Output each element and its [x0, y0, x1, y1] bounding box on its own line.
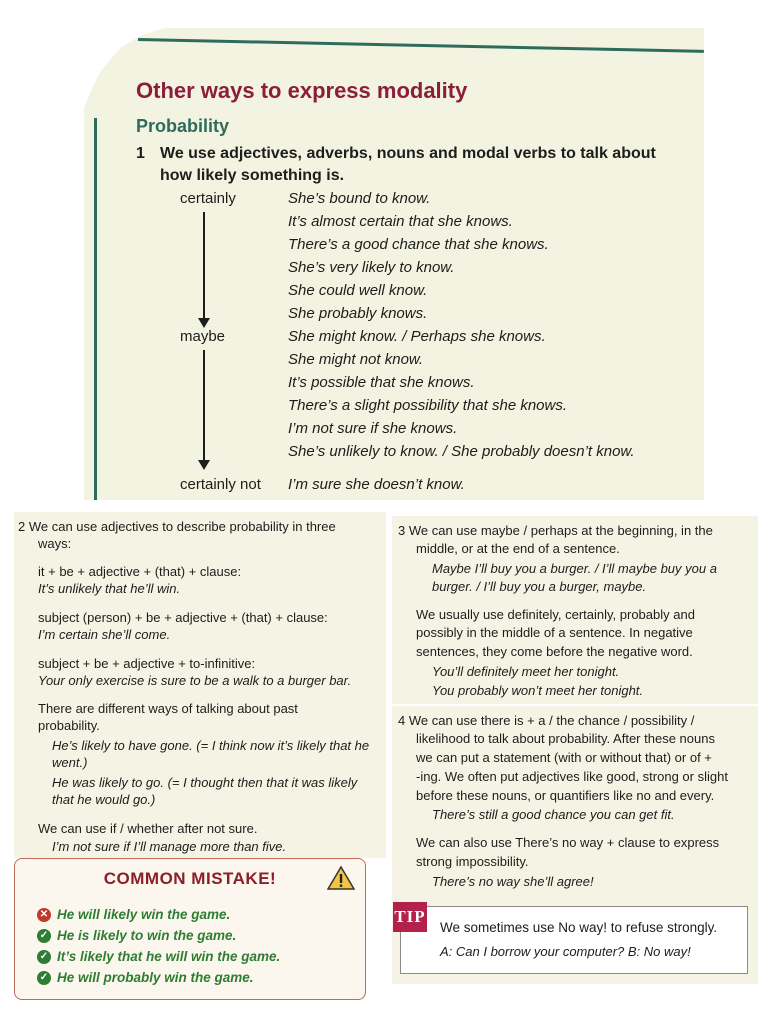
pattern-line: subject (person) + be + adjective + (that) + clause: — [38, 610, 328, 625]
arrow-down-icon — [198, 460, 210, 470]
scale-label-certainly-not: certainly not — [180, 476, 261, 493]
mistake-right-row — [37, 970, 254, 985]
sec4-text: likelihood to talk about probability. After these nouns — [416, 731, 715, 746]
past-example: that he would go.) — [52, 792, 156, 807]
tip-text: We sometimes use No way! to refuse strongly. — [440, 920, 718, 935]
example-sentence: She’s bound to know. — [288, 190, 431, 207]
sec4-example: There’s still a good chance you can get fit. — [432, 807, 675, 822]
section-divider — [392, 704, 758, 706]
past-example: He was likely to go. (= I thought then that it was likely — [52, 775, 358, 790]
sec3-text: middle, or at the end of a sentence. — [416, 541, 620, 556]
sec3-example: You’ll definitely meet her tonight. — [432, 664, 620, 679]
example-sentence: There’s a slight possibility that she knows. — [288, 397, 568, 414]
section-title: Probability — [136, 116, 230, 136]
arrow-down-icon — [198, 318, 210, 328]
example-sentence: It’s almost certain that she knows. — [288, 213, 513, 230]
not-sure-text: We can use if / whether after not sure. — [38, 821, 258, 836]
past-probability-text: There are different ways of talking about past — [38, 701, 298, 716]
sec2-intro: 2 We can use adjectives to describe probability in three — [18, 519, 336, 534]
example-sentence: She’s unlikely to know. / She probably doesn’t know. — [288, 443, 635, 460]
section-number: 1 — [136, 145, 145, 162]
pattern-line: subject + be + adjective + to-infinitive: — [38, 656, 256, 671]
pattern-example: I’m certain she’ll come. — [38, 627, 171, 642]
mistake-wrong-row — [37, 907, 230, 922]
scale-label-maybe: maybe — [180, 328, 226, 345]
scale-arrow-line — [203, 212, 205, 320]
example-sentence: She might not know. — [288, 351, 424, 368]
sec2-intro: ways: — [38, 536, 72, 551]
not-sure-example: I’m not sure if I’ll manage more than five. — [52, 839, 287, 854]
sec4-text: strong impossibility. — [416, 854, 529, 869]
past-example: went.) — [52, 755, 88, 770]
sec4-text: We can also use There’s no way + clause to express — [416, 835, 720, 850]
example-sentence: She could well know. — [288, 282, 428, 299]
tip-example: A: Can I borrow your computer? B: No way! — [440, 944, 691, 959]
sec3-text: possibly in the middle of a sentence. In negative — [416, 625, 693, 640]
tip-box — [400, 906, 748, 974]
sec4-text: 4 We can use there is + a / the chance / possibility / — [398, 713, 695, 728]
sec3-text: sentences, they come before the negative word. — [416, 644, 693, 659]
correct-sentence: It’s likely that he will win the game. — [57, 949, 281, 964]
mistake-right-row — [37, 928, 236, 943]
warning-icon — [327, 865, 355, 891]
example-sentence: She might know. / Perhaps she knows. — [288, 328, 546, 345]
mistake-right-row — [37, 949, 280, 964]
sec3-text: 3 We can use maybe / perhaps at the beginning, in the — [398, 523, 713, 538]
intro-line: how likely something is. — [160, 167, 345, 184]
sec4-text: before these nouns, or quantifiers like no and every. — [416, 788, 715, 803]
pattern-example: It’s unlikely that he’ll win. — [38, 581, 181, 596]
cross-icon: ✕ — [37, 908, 51, 922]
example-sentence: I’m not sure if she knows. — [288, 420, 458, 437]
common-mistake-box — [14, 858, 366, 1000]
check-icon: ✓ — [37, 950, 51, 964]
correct-sentence: He is likely to win the game. — [57, 928, 237, 943]
example-sentence: There’s a good chance that she knows. — [288, 236, 549, 253]
scale-label-certainly: certainly — [180, 190, 236, 207]
wrong-sentence: He will likely win the game. — [57, 907, 231, 922]
sec3-example: Maybe I’ll buy you a burger. / I’ll maybe buy you a — [432, 561, 717, 576]
sec3-example: burger. / I’ll buy you a burger, maybe. — [432, 579, 647, 594]
pattern-line: it + be + adjective + (that) + clause: — [38, 564, 242, 579]
check-icon: ✓ — [37, 971, 51, 985]
tip-badge: TIP — [393, 902, 427, 932]
sec4-text: -ing. We often put adjectives like good, strong or slight — [416, 769, 728, 784]
past-probability-text: probability. — [38, 718, 100, 733]
check-icon: ✓ — [37, 929, 51, 943]
sec4-example: There’s no way she’ll agree! — [432, 874, 594, 889]
side-divider — [94, 118, 97, 500]
past-example: He’s likely to have gone. (= I think now it’s likely that he — [52, 738, 370, 753]
pattern-example: Your only exercise is sure to be a walk to a burger bar. — [38, 673, 352, 688]
example-sentence: She probably knows. — [288, 305, 428, 322]
example-sentence: It’s possible that she knows. — [288, 374, 475, 391]
example-sentence: I’m sure she doesn’t know. — [288, 476, 465, 493]
scale-arrow-line — [203, 350, 205, 462]
sec4-text: we can put a statement (with or without that) or of + — [416, 750, 712, 765]
sec3-text: We usually use definitely, certainly, probably and — [416, 607, 695, 622]
example-sentence: She’s very likely to know. — [288, 259, 455, 276]
sec3-example: You probably won’t meet her tonight. — [432, 683, 644, 698]
intro-line: We use adjectives, adverbs, nouns and modal verbs to talk about — [160, 145, 656, 162]
correct-sentence: He will probably win the game. — [57, 970, 254, 985]
mistake-title: COMMON MISTAKE! — [103, 869, 277, 888]
page-title: Other ways to express modality — [136, 78, 468, 103]
